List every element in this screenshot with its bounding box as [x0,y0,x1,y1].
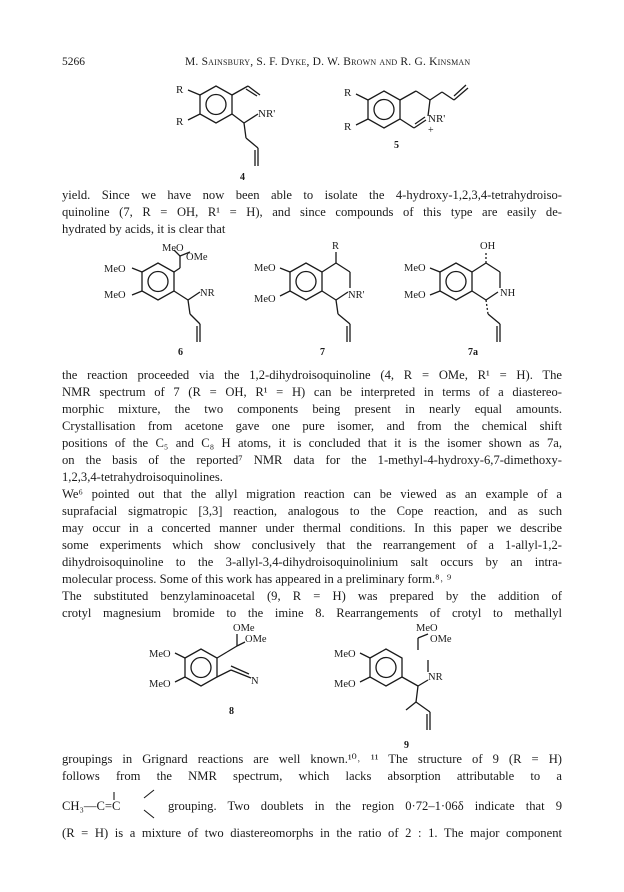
s8-number: 8 [229,706,234,717]
s7-label-nr: NR' [348,290,365,301]
text-line: We⁶ pointed out that the allyl migration reaction can be viewed as an example of a [62,487,562,501]
text-line: grouping. Two doublets in the region 0·72–1·06δ indicate that 9 [168,799,562,813]
structure-7 [250,238,390,350]
s9-label-meo2: MeO [334,679,356,690]
paragraph-2 [62,367,562,486]
s6-label-meo2: MeO [104,290,126,301]
text-line: suprafacial sigmatropic [3,3] reaction, analogous to the Cope reaction, and as such [62,504,562,518]
s9-label-meo1: MeO [334,649,356,660]
paragraph-3 [62,486,562,588]
s4-label-r2: R [176,116,184,128]
text-line: on the basis of the reported⁷ NMR data for the 1-methyl-4-hydroxy-6,7-dimethoxy- [62,453,562,467]
text-line: positions of the C₅ and C₈ H atoms, it is concluded that it is the isomer shown as 7a, [62,436,562,450]
structure-9 [330,620,480,750]
text-line: follows from the NMR spectrum, which lacks absorption attributable to a [62,769,562,783]
s6-label-meo-top: MeO [162,243,184,254]
s7-label-meo2: MeO [254,294,276,305]
text-line: NMR spectrum of 7 (R = OH, R¹ = H) can be interpreted in terms of a diastereo- [62,385,562,399]
text-line: 1,2,3,4-tetrahydroisoquinolines. [62,470,223,484]
s7-label-meo1: MeO [254,263,276,274]
page-header [0,56,624,72]
text-line: The substituted benzylaminoacetal (9, R = H) was prepared by the addition of [62,589,562,603]
s4-number: 4 [240,172,245,183]
s9-label-ome: OMe [430,634,452,645]
s7a-number: 7a [468,347,478,358]
paragraph-5 [62,751,562,785]
s7-number: 7 [320,347,325,358]
s8-label-meo1: MeO [149,649,171,660]
page-number: 5266 [62,56,85,68]
s9-label-meo-top: MeO [416,623,438,634]
s8-label-n: N [251,676,259,687]
s8-label-ome: OMe [245,634,267,645]
structure-6 [100,238,240,350]
s5-label-r1: R [344,87,352,99]
s6-label-ome: OMe [186,252,208,263]
text-line: hydrated by acids, it is clear that [62,222,226,236]
s5-number: 5 [394,140,399,151]
s9-number: 9 [404,740,409,751]
text-line: Crystallisation from acetone gave one pure isomer, and from the chemical shift [62,419,562,433]
s5-label-plus: + [428,125,434,136]
s7a-label-meo1: MeO [404,263,426,274]
s9-label-nr: NR [428,672,443,683]
paragraph-4 [62,588,562,622]
s6-label-nr: NR [200,288,215,299]
s7a-label-oh: OH [480,241,496,252]
s6-number: 6 [178,347,183,358]
paragraph-1 [62,187,562,238]
text-line: may occur in a concerted manner under thermal conditions. In this paper we describe [62,521,562,535]
crotyl-formula: CH₃—C=C [62,799,121,813]
structure-7a [400,238,540,350]
s4-label-nr: NR' [258,108,276,120]
text-line: the reaction proceeded via the 1,2-dihydroisoquinoline (4, R = OMe, R¹ = H). The [62,368,562,382]
text-line: crotyl magnesium bromide to the imine 8. Rearrangements of crotyl to methallyl [62,606,562,620]
paragraph-7 [62,825,562,842]
text-line: quinoline (7, R = OH, R¹ = H), and since compounds of this type are easily de- [62,205,562,219]
text-line: morphic mixture, the two components being present in nearly equal amounts. [62,402,562,416]
structure-4 [160,80,310,185]
s4-label-r1: R [176,84,184,96]
text-line: dihydroisoquinoline to the 3-allyl-3,4-dihydroisoquinolinium salt occurs by an intra- [62,555,562,569]
s7a-label-nh: NH [500,288,516,299]
s7-label-r: R [332,241,340,252]
s7a-label-meo2: MeO [404,290,426,301]
s8-label-meo2: MeO [149,679,171,690]
text-line: groupings in Grignard reactions are well known.¹⁰˒ ¹¹ The structure of 9 (R = H) [62,752,562,766]
running-head-authors: M. Sainsbury, S. F. Dyke, D. W. Brown and R. G. Kinsman [185,56,471,68]
s8-label-ome-top: OMe [233,623,255,634]
s6-label-meo1: MeO [104,264,126,275]
structure-5 [332,80,492,160]
structure-8 [145,620,295,722]
text-line: some experiments which show conclusively that the rearrangement of a 1-allyl-1,2- [62,538,562,552]
text-line: (R = H) is a mixture of two diastereomorphs in the ratio of 2 : 1. The major component [62,826,562,840]
text-line: yield. Since we have now been able to isolate the 4-hydroxy-1,2,3,4-tetrahydroiso- [62,188,562,202]
s5-label-r2: R [344,121,352,133]
s5-label-nr: NR' [428,113,446,125]
text-line: molecular process. Some of this work has appeared in a preliminary form.⁸˒ ⁹ [62,572,452,586]
